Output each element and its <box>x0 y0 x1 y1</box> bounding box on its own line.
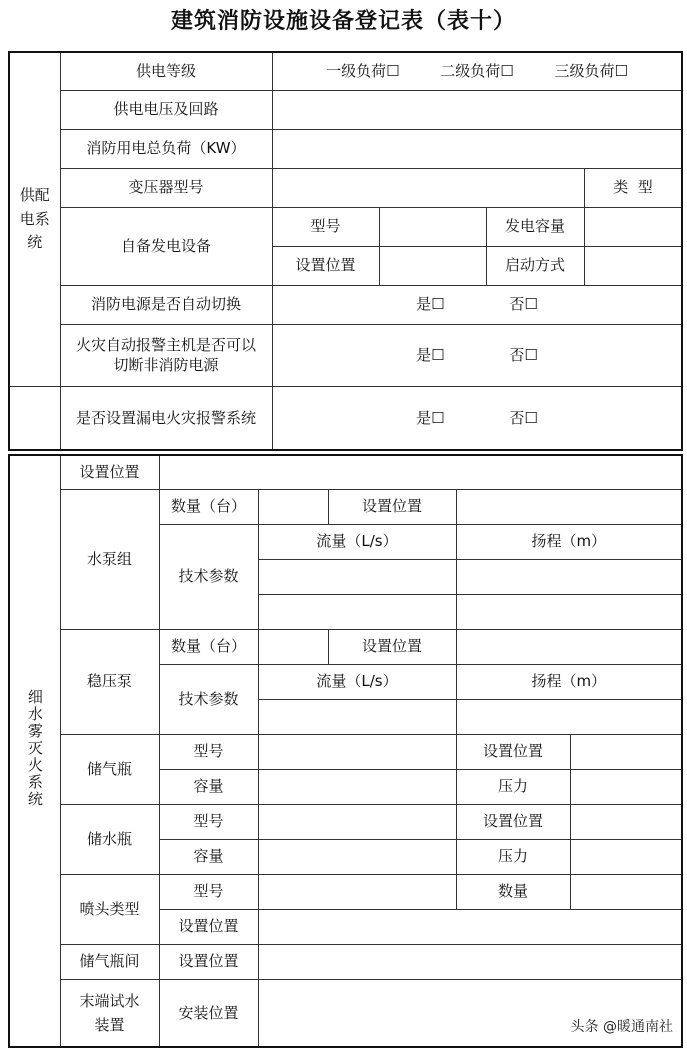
generator-location-label: 设置位置 <box>272 246 379 285</box>
water-model-value[interactable] <box>258 804 456 839</box>
level-option-1[interactable]: 一级负荷☐ <box>326 62 400 81</box>
generator-model-value[interactable] <box>379 207 486 246</box>
leak-section-blank <box>9 386 60 450</box>
gas-room-location-value[interactable] <box>258 944 682 979</box>
water-location-value[interactable] <box>570 804 682 839</box>
water-model-label: 型号 <box>159 804 258 839</box>
stab-flow-value[interactable] <box>258 699 456 734</box>
stab-qty-value[interactable] <box>258 629 328 664</box>
end-test-label: 末端试水装置 <box>60 979 159 1047</box>
supply-level-label: 供电等级 <box>60 52 272 90</box>
voltage-value[interactable] <box>272 90 682 129</box>
mist-location-value[interactable] <box>159 455 682 489</box>
end-test-install-label: 安装位置 <box>159 979 258 1047</box>
generator-start-label: 启动方式 <box>486 246 584 285</box>
generator-capacity-label: 发电容量 <box>486 207 584 246</box>
stab-flow-label: 流量（L/s） <box>258 664 456 699</box>
leak-alarm-no[interactable]: 否☐ <box>509 408 538 427</box>
generator-label: 自备发电设备 <box>60 207 272 285</box>
pump-group-label: 水泵组 <box>60 489 159 629</box>
mist-section-label: 细水雾灭火系统 <box>9 455 60 1047</box>
stab-location-value[interactable] <box>456 629 682 664</box>
generator-model-label: 型号 <box>272 207 379 246</box>
leak-alarm-label: 是否设置漏电火灾报警系统 <box>60 386 272 450</box>
level-option-3[interactable]: 三级负荷☐ <box>554 62 628 81</box>
pump-qty-value[interactable] <box>258 489 328 524</box>
pump-flow-value-1[interactable] <box>258 559 456 594</box>
pump-tech-label: 技术参数 <box>159 524 258 629</box>
watermark: 头条 @暖通南社 <box>570 1019 673 1035</box>
total-load-label: 消防用电总负荷（KW） <box>60 129 272 168</box>
gas-bottle-label: 储气瓶 <box>60 734 159 804</box>
stab-pump-label: 稳压泵 <box>60 629 159 734</box>
gas-volume-value[interactable] <box>258 769 456 804</box>
nozzle-count-value[interactable] <box>570 874 682 909</box>
pump-qty-label: 数量（台） <box>159 489 258 524</box>
alarm-cutoff-label: 火灾自动报警主机是否可以切断非消防电源 <box>60 324 272 386</box>
page-title: 建筑消防设施设备登记表（表十） <box>170 9 516 34</box>
voltage-label: 供电电压及回路 <box>60 90 272 129</box>
pump-head-value-2[interactable] <box>456 594 682 629</box>
pump-flow-label: 流量（L/s） <box>258 524 456 559</box>
stab-head-label: 扬程（m） <box>456 664 682 699</box>
alarm-cutoff-yes[interactable]: 是☐ <box>416 345 445 364</box>
pump-location-value[interactable] <box>456 489 682 524</box>
water-pressure-value[interactable] <box>570 839 682 874</box>
alarm-cutoff-options <box>272 324 682 386</box>
nozzle-count-label: 数量 <box>456 874 570 909</box>
gas-pressure-value[interactable] <box>570 769 682 804</box>
end-test-install-value[interactable] <box>258 979 682 1047</box>
nozzle-model-value[interactable] <box>258 874 456 909</box>
stab-qty-label: 数量（台） <box>159 629 258 664</box>
generator-location-value[interactable] <box>379 246 486 285</box>
leak-alarm-yes[interactable]: 是☐ <box>416 408 445 427</box>
alarm-cutoff-no[interactable]: 否☐ <box>509 345 538 364</box>
water-bottle-label: 储水瓶 <box>60 804 159 874</box>
gas-room-location-label: 设置位置 <box>159 944 258 979</box>
mist-location-label: 设置位置 <box>60 455 159 489</box>
gas-pressure-label: 压力 <box>456 769 570 804</box>
transformer-value[interactable] <box>272 168 584 207</box>
auto-switch-yes[interactable]: 是☐ <box>416 295 445 314</box>
nozzle-location-label: 设置位置 <box>159 909 258 944</box>
nozzle-model-label: 型号 <box>159 874 258 909</box>
gas-model-label: 型号 <box>159 734 258 769</box>
transformer-label: 变压器型号 <box>60 168 272 207</box>
nozzle-location-value[interactable] <box>258 909 682 944</box>
water-volume-label: 容量 <box>159 839 258 874</box>
water-pressure-label: 压力 <box>456 839 570 874</box>
stab-location-label: 设置位置 <box>328 629 456 664</box>
power-section-label: 供配电系统 <box>9 52 60 386</box>
transformer-type-label: 类 型 <box>584 168 682 207</box>
water-location-label: 设置位置 <box>456 804 570 839</box>
generator-start-value[interactable] <box>584 246 682 285</box>
water-mist-table <box>8 454 683 1048</box>
gas-location-label: 设置位置 <box>456 734 570 769</box>
gas-model-value[interactable] <box>258 734 456 769</box>
water-volume-value[interactable] <box>258 839 456 874</box>
level-option-2[interactable]: 二级负荷☐ <box>440 62 514 81</box>
pump-flow-value-2[interactable] <box>258 594 456 629</box>
nozzle-type-label: 喷头类型 <box>60 874 159 944</box>
auto-switch-no[interactable]: 否☐ <box>509 295 538 314</box>
pump-head-label: 扬程（m） <box>456 524 682 559</box>
generator-capacity-value[interactable] <box>584 207 682 246</box>
stab-tech-label: 技术参数 <box>159 664 258 734</box>
pump-head-value-1[interactable] <box>456 559 682 594</box>
gas-location-value[interactable] <box>570 734 682 769</box>
leak-alarm-options <box>272 386 682 450</box>
auto-switch-options <box>272 285 682 324</box>
power-supply-table <box>8 51 683 451</box>
auto-switch-label: 消防电源是否自动切换 <box>60 285 272 324</box>
pump-location-label: 设置位置 <box>328 489 456 524</box>
gas-room-label: 储气瓶间 <box>60 944 159 979</box>
stab-head-value[interactable] <box>456 699 682 734</box>
gas-volume-label: 容量 <box>159 769 258 804</box>
total-load-value[interactable] <box>272 129 682 168</box>
supply-level-options <box>272 52 682 90</box>
